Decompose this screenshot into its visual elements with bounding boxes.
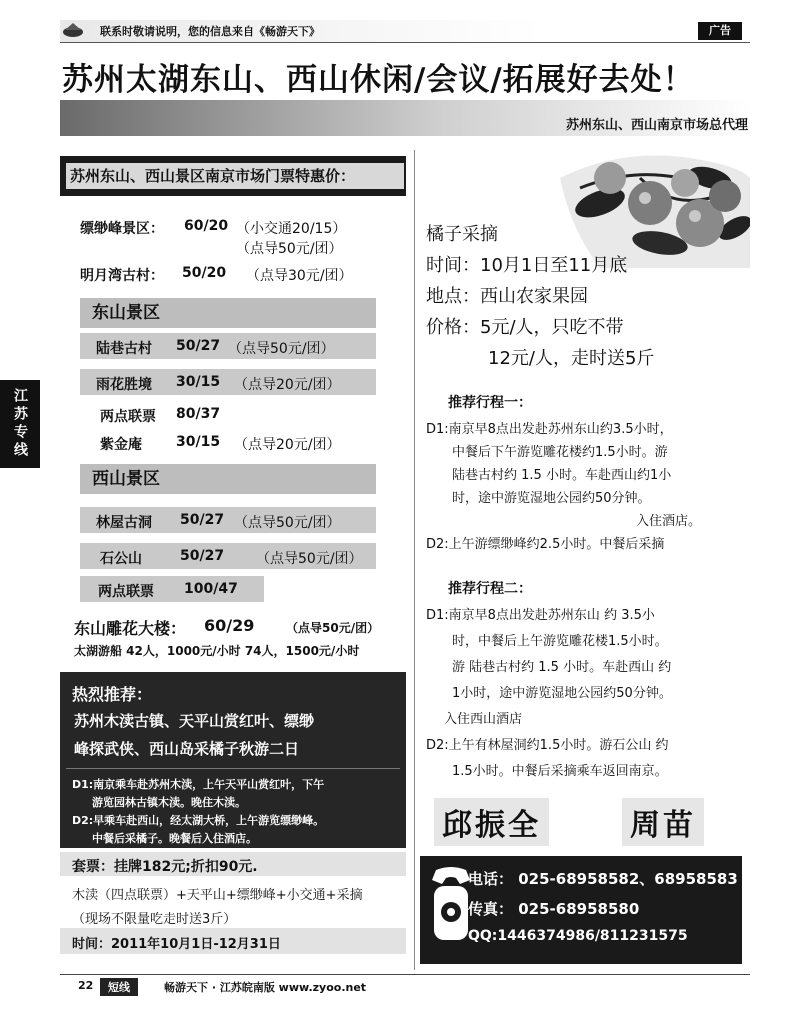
ticket-price: 30/15 [176, 434, 221, 450]
orange-place: 地点：西山农家果园 [426, 286, 588, 307]
subtitle: 苏州东山、西山南京市场总代理 [565, 118, 748, 133]
ticket-name: 石公山 [100, 551, 142, 567]
ticket-price: 50/27 [180, 548, 225, 564]
ticket-name: 缥缈峰景区： [80, 221, 164, 237]
package-items: 木渎（四点联票）+天平山+缥缈峰+小交通+采摘 [72, 888, 363, 903]
ticket-note: （点导50元/团） [228, 341, 335, 357]
page-footer [60, 974, 750, 997]
ticket-price: 50/27 [176, 338, 221, 354]
hot-line: 苏州木渎古镇、天平山赏红叶、缥缈 [74, 712, 315, 730]
package-box [60, 852, 406, 962]
ticket-note: （点导50元/团） [236, 241, 343, 257]
route-line: 游 陆巷古村约 1.5 小时。车赴西山 约 [452, 660, 672, 675]
hot-title: 热烈推荐： [72, 685, 153, 704]
ticket-note: （点导20元/团） [234, 437, 341, 453]
top-notice-bar [60, 20, 750, 43]
ticket-price: 50/27 [180, 512, 225, 528]
diaohua-name: 东山雕花大楼： [74, 619, 187, 638]
ticket-title: 苏州东山、西山景区南京市场门票特惠价： [66, 163, 404, 189]
orange-price: 12元/人，走时送5斤 [488, 348, 655, 369]
hot-line: 峰探武侠、西山岛采橘子秋游二日 [74, 740, 300, 758]
column-divider [414, 150, 415, 970]
contact-name: 邱振全 [434, 798, 549, 846]
ticket-name: 两点联票 [100, 409, 156, 425]
hot-recommend-box [60, 672, 406, 848]
contact-box [420, 856, 742, 964]
ticket-price: 80/37 [176, 406, 221, 422]
hot-divider [66, 768, 400, 769]
hot-day: 中餐后采橘子。晚餐后入住酒店。 [92, 832, 257, 845]
publication-logo-icon [62, 22, 84, 38]
side-section-tab: 江苏专线 [0, 380, 40, 468]
ticket-note: （点导50元/团） [256, 551, 363, 567]
route-line: 入住酒店。 [636, 514, 702, 529]
contact-qq: QQ:1446374986/811231575 [468, 928, 688, 944]
orange-time: 时间：10月1日至11月底 [426, 255, 628, 276]
ticket-name: 陆巷古村 [96, 341, 152, 357]
contact-phone: 电话： 025-68958582、68958583 [468, 870, 738, 888]
route-line: 陆巷古村约 1.5 小时。车赴西山约1小 [452, 468, 672, 483]
route-line: D1:南京早8点出发赴苏州东山 约 3.5小 [426, 608, 655, 623]
ticket-price: 30/15 [176, 374, 221, 390]
ticket-price: 60/20 [184, 218, 229, 234]
route-line: 时，途中游览湿地公园约50分钟。 [452, 491, 651, 506]
hot-day: D1:南京乘车赴苏州木渎，上午天平山赏红叶，下午 [72, 778, 325, 791]
ticket-name: 紫金庵 [100, 437, 142, 453]
ticket-name: 雨花胜境 [96, 377, 152, 393]
boat-info: 太湖游船 42人，1000元/小时 74人，1500元/小时 [74, 644, 360, 658]
contact-names [428, 794, 742, 846]
hot-day: D2:早乘车赴西山，经太湖大桥，上午游览缥缈峰。 [72, 814, 325, 827]
contact-name: 周苗 [622, 798, 704, 846]
xishan-section-bar: 西山景区 [80, 464, 376, 494]
diaohua-note: （点导50元/团） [286, 621, 380, 635]
orange-fruit-image [540, 148, 750, 268]
package-time: 时间：2011年10月1日-12月31日 [72, 937, 281, 952]
ticket-note: （小交通20/15） [236, 221, 347, 237]
footer-brand: 畅游天下 · 江苏皖南版 www.zyoo.net [164, 981, 367, 994]
route-line: D2:上午有林屋洞约1.5小时。游石公山 约 [426, 738, 669, 753]
package-price: 套票：挂牌182元;折扣90元. [72, 859, 258, 875]
route-line: 1小时，途中游览湿地公园约50分钟。 [452, 686, 672, 701]
page-number: 22 [78, 979, 94, 992]
ticket-price: 100/47 [184, 581, 238, 597]
hot-day: 游览园林古镇木渎。晚住木渎。 [92, 796, 246, 809]
route-line: 中餐后下午游览雕花楼约1.5小时。游 [452, 445, 668, 460]
route-line: D2:上午游缥缈峰约2.5小时。中餐后采摘 [426, 537, 665, 552]
route-line: 入住西山酒店 [444, 712, 523, 727]
route2-title: 推荐行程二： [448, 581, 532, 597]
ticket-price: 50/20 [182, 265, 227, 281]
route-line: 1.5小时。中餐后采摘乘车返回南京。 [452, 764, 668, 779]
ticket-note: （点导30元/团） [246, 268, 353, 284]
ticket-note: （点导50元/团） [234, 515, 341, 531]
route-line: D1:南京早8点出发赴苏州东山约3.5小时， [426, 422, 673, 437]
ad-tag: 广告 [698, 22, 742, 40]
source-notice: 联系时敬请说明，您的信息来自《畅游天下》 [100, 25, 320, 38]
route-line: 时，中餐后上午游览雕花楼1.5小时。 [452, 634, 668, 649]
ticket-name: 林屋古洞 [96, 515, 152, 531]
contact-fax: 传真： 025-68958580 [468, 900, 640, 918]
orange-title: 橘子采摘 [426, 224, 498, 245]
section-tag: 短线 [100, 978, 138, 996]
ticket-name: 明月湾古村： [80, 268, 164, 284]
package-note: （现场不限量吃走时送3斤） [72, 912, 237, 927]
route1-title: 推荐行程一： [448, 395, 532, 411]
ticket-note: （点导20元/团） [234, 377, 341, 393]
headline: 苏州太湖东山、西山休闲/会议/拓展好去处！ [62, 62, 695, 98]
orange-price: 价格：5元/人，只吃不带 [426, 317, 624, 338]
diaohua-price: 60/29 [204, 616, 255, 635]
dongshan-section-bar: 东山景区 [80, 298, 376, 328]
ticket-title-bar [60, 156, 406, 196]
ticket-name: 两点联票 [98, 584, 154, 600]
